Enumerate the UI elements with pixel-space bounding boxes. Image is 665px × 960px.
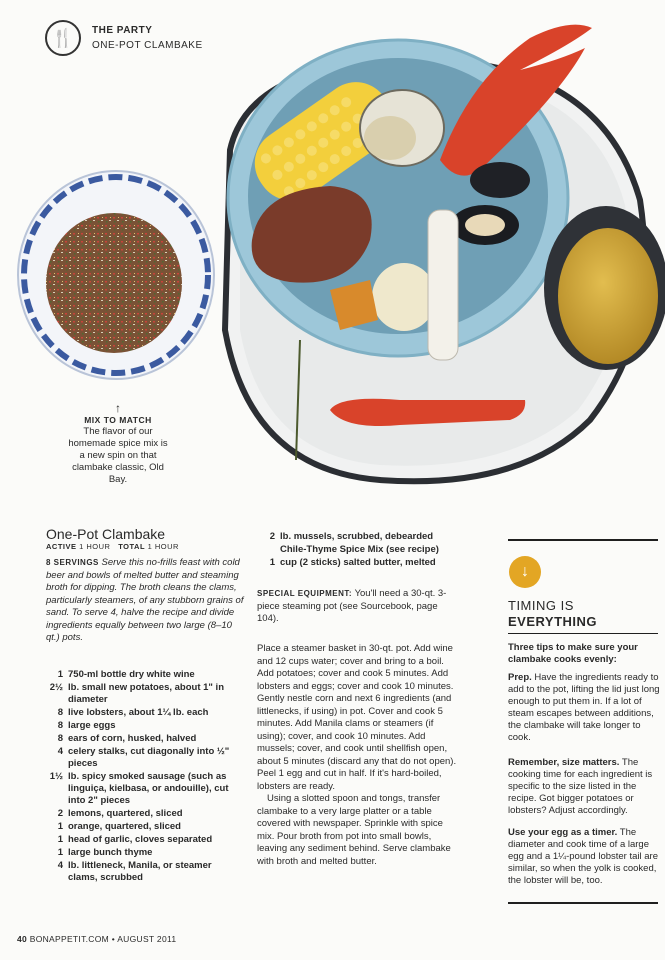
recipe-title: One-Pot Clambake bbox=[46, 526, 166, 542]
ingredient-qty: 1 bbox=[57, 821, 63, 832]
caption-title: MIX TO MATCH bbox=[84, 415, 152, 425]
page-footer bbox=[17, 934, 176, 944]
tip-text: The diameter and cook time of a large egg and a 1¼-pound lobster tail are similar, so when the yolk is cooked, the lobster will be, too. bbox=[508, 827, 658, 886]
ingredient-row bbox=[57, 707, 238, 719]
ingredient-text: lemons, quartered, sliced bbox=[68, 808, 183, 819]
ingredient-text: large bunch thyme bbox=[68, 847, 153, 858]
total-time: 1 HOUR bbox=[147, 542, 179, 551]
tip-head: Remember, size matters. bbox=[508, 757, 620, 768]
ingredients-list-1 bbox=[49, 669, 238, 885]
ingredient-row bbox=[49, 771, 238, 807]
method-step-2: Using a slotted spoon and tongs, transfer clambake to a very large platter or a table covered with newspaper. Sprinkle with spice mix. Pour broth from pot into small bowls, leaving any sediment behind. Serve clambake with broth and melted butter. bbox=[257, 793, 451, 867]
equipment-label: SPECIAL EQUIPMENT: bbox=[257, 589, 353, 598]
active-label: ACTIVE bbox=[46, 542, 77, 551]
tip-head: Prep. bbox=[508, 672, 532, 683]
ingredient-row bbox=[57, 808, 238, 820]
sidebar-title-line2: EVERYTHING bbox=[508, 614, 598, 629]
ingredient-qty: 8 bbox=[57, 707, 63, 718]
down-arrow-icon: ↓ bbox=[509, 556, 541, 588]
ingredient-text: lb. small new potatoes, about 1" in diameter bbox=[68, 682, 224, 705]
ingredient-qty: 1 bbox=[57, 834, 63, 845]
ingredient-row bbox=[57, 720, 238, 732]
ingredient-text: lb. littleneck, Manila, or steamer clams, scrubbed bbox=[68, 860, 212, 883]
publication: BONAPPETIT.COM bbox=[29, 934, 110, 944]
ingredient-text: Chile-Thyme Spice Mix (see recipe) bbox=[280, 544, 439, 555]
ingredient-row bbox=[57, 746, 238, 770]
page-number: 40 bbox=[17, 934, 28, 944]
sidebar-rule-top bbox=[508, 539, 658, 541]
sidebar-lead: Three tips to make sure your clambake cooks evenly: bbox=[508, 642, 638, 665]
ingredient-row bbox=[57, 860, 238, 884]
ingredient-qty: 2 bbox=[269, 531, 275, 542]
ingredient-row bbox=[269, 531, 465, 543]
ingredient-qty: 4 bbox=[57, 746, 63, 757]
section-title: THE PARTY bbox=[92, 25, 153, 36]
recipe-times bbox=[46, 542, 179, 551]
ingredient-qty: 1 bbox=[57, 669, 63, 680]
method-step-1: Place a steamer basket in 30-qt. pot. Add wine and 12 cups water; cover and bring to a boil. Add potatoes; cover and cook 5 minutes. Add lobsters and eggs; cover and cook 10 minutes. Gently nestle corn and next 6 ingredients (and littlenecks, if using) in pot. Cover and cook 5 minutes. Add Manila clams or steamers (if using); cover, and cook 10 minutes. Add mussels; cover, and cook until shellfish open, about 5 minutes (discard any that do not open). Peel 1 egg and cut in half. If it's hard-boiled, lobsters are ready. bbox=[257, 643, 457, 792]
tip-size bbox=[508, 757, 660, 817]
issue-date: AUGUST 2011 bbox=[117, 934, 177, 944]
ingredient-row bbox=[280, 544, 465, 556]
ingredient-row bbox=[57, 669, 238, 681]
tip-egg-timer bbox=[508, 827, 660, 887]
ingredient-row bbox=[57, 847, 238, 859]
ingredient-qty: 4 bbox=[57, 860, 63, 871]
spice-bowl bbox=[18, 171, 214, 379]
clam-inner bbox=[364, 116, 416, 160]
caption-text: The flavor of our homemade spice mix is a new spin on that clambake classic, Old Bay. bbox=[68, 426, 168, 485]
total-label: TOTAL bbox=[118, 542, 146, 551]
mussel-meat bbox=[465, 214, 505, 236]
fork-knife-icon: 🍴 bbox=[51, 28, 75, 48]
ingredient-text: cup (2 sticks) salted butter, melted bbox=[280, 557, 436, 568]
servings-label: 8 SERVINGS bbox=[46, 558, 99, 567]
ingredient-row bbox=[49, 682, 238, 706]
mussel bbox=[470, 162, 530, 198]
ingredient-row bbox=[57, 733, 238, 745]
serving-spoon bbox=[428, 210, 458, 360]
tip-head: Use your egg as a timer. bbox=[508, 827, 618, 838]
ingredient-text: live lobsters, about 1¼ lb. each bbox=[68, 707, 209, 718]
separator: • bbox=[111, 934, 115, 944]
equipment-text: You'll need a 30-qt. 3-piece steaming pot (see Sourcebook, page 104). bbox=[257, 588, 447, 624]
ingredient-text: celery stalks, cut diagonally into ½" pieces bbox=[68, 746, 230, 769]
tip-text: Have the ingredients ready to add to the pot, lifting the lid just long enough to put them in. If a lot of steam escapes between additions, the clambake will take longer to cook. bbox=[508, 672, 660, 743]
active-time: 1 HOUR bbox=[79, 542, 111, 551]
recipe-intro bbox=[46, 557, 244, 645]
section-subtitle: ONE-POT CLAMBAKE bbox=[92, 40, 203, 51]
ingredient-qty: 8 bbox=[57, 720, 63, 731]
ingredient-text: large eggs bbox=[68, 720, 116, 731]
section-logo bbox=[45, 20, 81, 56]
ingredient-qty: 1 bbox=[269, 557, 275, 568]
ingredient-text: head of garlic, cloves separated bbox=[68, 834, 213, 845]
sidebar-rule-mid bbox=[508, 633, 658, 634]
ingredient-text: ears of corn, husked, halved bbox=[68, 733, 197, 744]
butter-cup bbox=[544, 206, 665, 370]
sidebar-rule-bottom bbox=[508, 902, 658, 904]
photo-caption bbox=[68, 402, 168, 486]
potato bbox=[372, 263, 436, 331]
ingredient-row bbox=[57, 834, 238, 846]
special-equipment bbox=[257, 588, 457, 626]
intro-text: Serve this no-frills feast with cold beer and bowls of melted butter and steaming broth for dipping. The broth cleans the clams, particularly steamers, of any stubborn grains of sand. To serve 4, halve the recipe and divide ingredients equally between two large (8–10 qt.) pots. bbox=[46, 557, 244, 643]
ingredient-qty: 8 bbox=[57, 733, 63, 744]
ingredient-qty: 1½ bbox=[49, 771, 63, 782]
sidebar-title-line1: TIMING IS bbox=[508, 598, 574, 613]
tip-prep bbox=[508, 672, 660, 744]
ingredient-qty: 2 bbox=[57, 808, 63, 819]
ingredient-row bbox=[57, 821, 238, 833]
ingredient-qty: 1 bbox=[57, 847, 63, 858]
ingredient-text: orange, quartered, sliced bbox=[68, 821, 181, 832]
ingredient-row bbox=[269, 557, 465, 569]
ingredients-list-2 bbox=[269, 531, 465, 570]
ingredient-text: lb. spicy smoked sausage (such as linguiça, kielbasa, or andouille), cut into 2" pieces bbox=[68, 771, 229, 806]
ingredient-qty: 2½ bbox=[49, 682, 63, 693]
ingredient-text: 750-ml bottle dry white wine bbox=[68, 669, 195, 680]
recipe-method bbox=[257, 643, 457, 868]
ingredient-text: lb. mussels, scrubbed, debearded bbox=[280, 531, 434, 542]
up-arrow-icon: ↑ bbox=[115, 401, 121, 415]
tip-text: The cooking time for each ingredient is specific to the size listed in the recipe. Got bigger potatoes or lobsters? Adjust accordingly. bbox=[508, 757, 653, 816]
